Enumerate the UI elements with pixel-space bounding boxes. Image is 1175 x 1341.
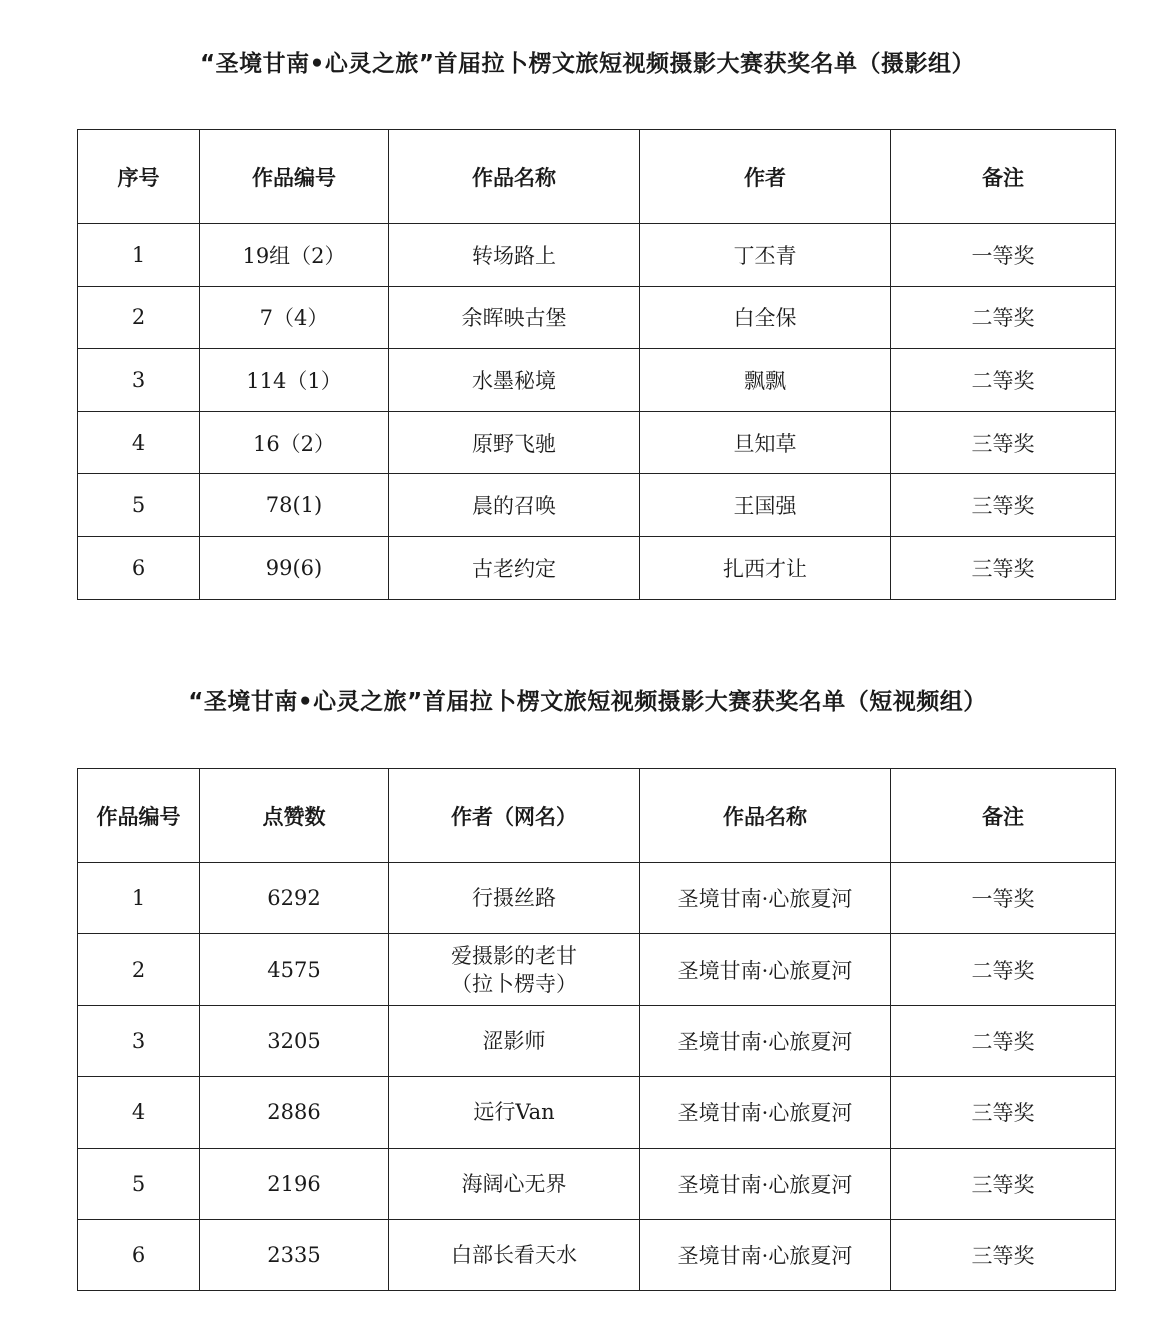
header-work-name: 作品名称	[640, 769, 891, 863]
cell-author	[389, 1005, 640, 1076]
table-row	[78, 411, 1116, 474]
cell-likes: 3205	[200, 1005, 389, 1076]
cell-remark: 二等奖	[891, 1005, 1116, 1076]
cell-index: 5	[78, 474, 200, 537]
cell-author: 王国强	[640, 474, 891, 537]
cell-author	[389, 1077, 640, 1148]
cell-work-name: 转场路上	[389, 224, 640, 287]
cell-author: 丁丕青	[640, 224, 891, 287]
table-row	[78, 1077, 1116, 1148]
table-header-row	[78, 769, 1116, 863]
cell-remark: 二等奖	[891, 934, 1116, 1005]
cell-remark: 二等奖	[891, 349, 1116, 412]
cell-work-no: 6	[78, 1219, 200, 1290]
table-header-row	[78, 130, 1116, 224]
cell-likes: 2886	[200, 1077, 389, 1148]
cell-remark: 一等奖	[891, 863, 1116, 934]
cell-work-name: 原野飞驰	[389, 411, 640, 474]
cell-index: 3	[78, 349, 200, 412]
cell-remark: 三等奖	[891, 536, 1116, 599]
cell-work-no: 7（4）	[200, 286, 389, 349]
cell-author	[389, 1148, 640, 1219]
table-row	[78, 863, 1116, 934]
author-name: 涩影师	[482, 1028, 546, 1053]
table-row	[78, 286, 1116, 349]
table-row	[78, 934, 1116, 1005]
author-name: 远行Van	[473, 1100, 555, 1125]
cell-likes: 4575	[200, 934, 389, 1005]
cell-work-no: 3	[78, 1005, 200, 1076]
cell-work-name: 圣境甘南·心旅夏河	[640, 1077, 891, 1148]
cell-work-name: 圣境甘南·心旅夏河	[640, 1005, 891, 1076]
table-row	[78, 1148, 1116, 1219]
header-remark: 备注	[891, 769, 1116, 863]
cell-index: 1	[78, 224, 200, 287]
header-work-no: 作品编号	[200, 130, 389, 224]
table-row	[78, 349, 1116, 412]
cell-author: 飘飘	[640, 349, 891, 412]
cell-remark: 三等奖	[891, 1219, 1116, 1290]
cell-remark: 二等奖	[891, 286, 1116, 349]
cell-work-name: 晨的召唤	[389, 474, 640, 537]
author-name: 白部长看天水	[451, 1243, 577, 1268]
cell-likes: 2335	[200, 1219, 389, 1290]
cell-work-no: 5	[78, 1148, 200, 1219]
cell-work-no: 99(6)	[200, 536, 389, 599]
cell-work-no: 16（2）	[200, 411, 389, 474]
cell-work-name: 圣境甘南·心旅夏河	[640, 1148, 891, 1219]
author-name: 行摄丝路	[472, 886, 556, 911]
cell-work-no: 19组（2）	[200, 224, 389, 287]
author-name-line2: （拉卜楞寺）	[451, 971, 577, 996]
cell-remark: 三等奖	[891, 1148, 1116, 1219]
cell-work-no: 2	[78, 934, 200, 1005]
cell-index: 6	[78, 536, 200, 599]
cell-author: 白全保	[640, 286, 891, 349]
video-group-title: “圣境甘南•心灵之旅”首届拉卜楞文旅短视频摄影大赛获奖名单（短视频组）	[188, 689, 987, 715]
header-remark: 备注	[891, 130, 1116, 224]
cell-remark: 三等奖	[891, 474, 1116, 537]
header-work-name: 作品名称	[389, 130, 640, 224]
author-name: 爱摄影的老甘	[451, 943, 577, 968]
table-row	[78, 224, 1116, 287]
cell-author	[389, 863, 640, 934]
cell-work-name: 圣境甘南·心旅夏河	[640, 863, 891, 934]
cell-work-no: 1	[78, 863, 200, 934]
cell-index: 2	[78, 286, 200, 349]
video-group-table	[77, 768, 1116, 1291]
photo-group-table	[77, 129, 1116, 600]
cell-index: 4	[78, 411, 200, 474]
cell-work-no: 4	[78, 1077, 200, 1148]
cell-work-name: 余晖映古堡	[389, 286, 640, 349]
cell-remark: 一等奖	[891, 224, 1116, 287]
cell-work-name: 水墨秘境	[389, 349, 640, 412]
header-index: 序号	[78, 130, 200, 224]
cell-remark: 三等奖	[891, 1077, 1116, 1148]
cell-work-name: 古老约定	[389, 536, 640, 599]
photo-group-title: “圣境甘南•心灵之旅”首届拉卜楞文旅短视频摄影大赛获奖名单（摄影组）	[200, 51, 975, 77]
table-row	[78, 1005, 1116, 1076]
cell-remark: 三等奖	[891, 411, 1116, 474]
cell-work-no: 114（1）	[200, 349, 389, 412]
table-row	[78, 474, 1116, 537]
header-work-no: 作品编号	[78, 769, 200, 863]
cell-author: 扎西才让	[640, 536, 891, 599]
cell-author	[389, 1219, 640, 1290]
author-name: 海阔心无界	[461, 1171, 567, 1196]
cell-likes: 2196	[200, 1148, 389, 1219]
cell-work-name: 圣境甘南·心旅夏河	[640, 1219, 891, 1290]
table-row	[78, 536, 1116, 599]
table-row	[78, 1219, 1116, 1290]
cell-work-name: 圣境甘南·心旅夏河	[640, 934, 891, 1005]
header-likes: 点赞数	[200, 769, 389, 863]
cell-work-no: 78(1)	[200, 474, 389, 537]
header-author-nickname: 作者（网名）	[389, 769, 640, 863]
cell-author: 旦知草	[640, 411, 891, 474]
cell-author	[389, 934, 640, 1005]
cell-likes: 6292	[200, 863, 389, 934]
header-author: 作者	[640, 130, 891, 224]
